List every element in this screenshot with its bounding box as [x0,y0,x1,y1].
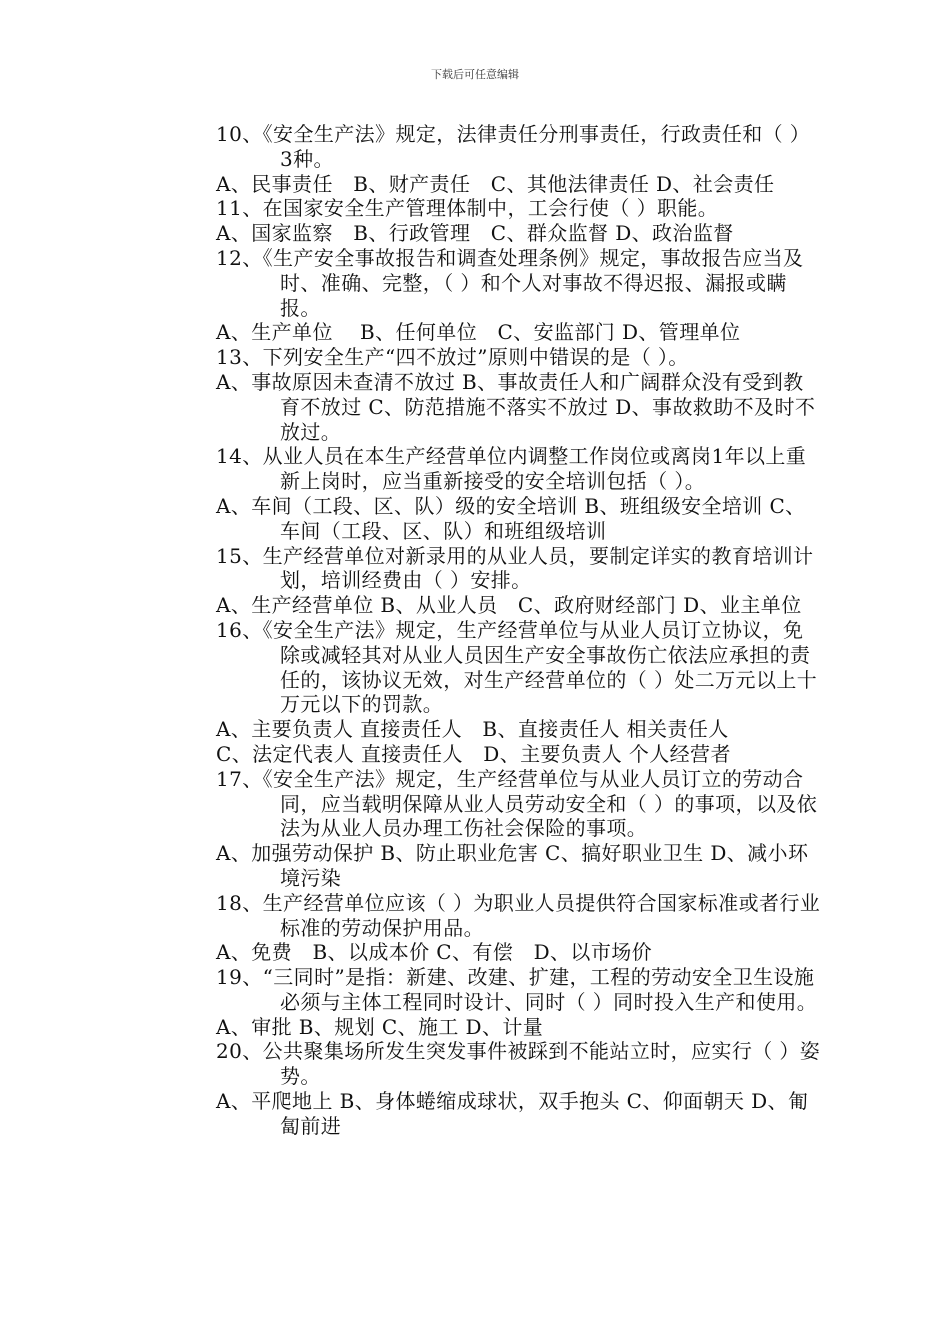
question-list [216,122,822,1139]
options-10: A、民事责任 B、财产责任 C、其他法律责任 D、社会责任 [216,171,775,196]
page-header: 下载后可任意编辑 [431,68,519,81]
options-20: A、平爬地上 B、身体蜷缩成球状，双手抱头 C、仰面朝天 D、匍匐前进 [216,1089,809,1138]
question-14: 14、从业人员在本生产经营单位内调整工作岗位或离岗1年以上重新上岗时，应当重新接受的安全培训包括（ ）。 [216,444,807,494]
options-16-cd: C、法定代表人 直接责任人 D、主要负责人 个人经营者 [216,741,731,766]
options-18: A、免费 B、以成本价 C、有偿 D、以市场价 [216,940,653,965]
question-19: 19、“三同时”是指：新建、改建、扩建，工程的劳动安全卫生设施必须与主体工程同时设计、同时（ ）同时投入生产和使用。 [216,965,818,1014]
question-18: 18、生产经营单位应该（ ）为职业人员提供符合国家标准或者行业标准的劳动保护用品。 [216,890,821,940]
question-12: 12、《生产安全事故报告和调查处理条例》规定，事故报告应当及时、准确、完整，（ ）和个人对事故不得迟报、漏报或瞒报。 [216,245,804,320]
options-14: A、车间（工段、区、队）级的安全培训 B、班组级安全培训 C、车间（工段、区、队）和班组级培训 [216,493,806,543]
question-11: 11、在国家安全生产管理体制中，工会行使（ ）职能。 [216,196,719,221]
question-13: 13、下列安全生产“四不放过”原则中错误的是（ ）。 [216,345,689,370]
question-16: 16、《安全生产法》规定，生产经营单位与从业人员订立协议，免除或减轻其对从业人员因生产安全事故伤亡依法应承担的责任的，该协议无效，对生产经营单位的（ ）处二万元以上十万元以下的罚款。 [216,617,818,717]
question-15: 15、生产经营单位对新录用的从业人员，要制定详实的教育培训计划，培训经费由（ ）安排。 [216,543,814,593]
question-17: 17、《安全生产法》规定，生产经营单位与从业人员订立的劳动合同，应当载明保障从业人员劳动安全和（ ）的事项，以及依法为从业人员办理工伤社会保险的事项。 [216,766,818,841]
options-16-ab: A、主要负责人 直接责任人 B、直接责任人 相关责任人 [216,717,729,742]
options-15: A、生产经营单位 B、从业人员 C、政府财经部门 D、业主单位 [216,593,802,618]
options-11: A、国家监察 B、行政管理 C、群众监督 D、政治监督 [216,221,734,246]
options-12: A、生产单位 B、任何单位 C、安监部门 D、管理单位 [216,320,741,345]
options-17: A、加强劳动保护 B、防止职业危害 C、搞好职业卫生 D、减小环境污染 [216,841,809,890]
options-13: A、事故原因未查清不放过 B、事故责任人和广阔群众没有受到教育不放过 C、防范措施不落实不放过 D、事故救助不及时不放过。 [216,369,816,444]
options-19: A、审批 B、规划 C、施工 D、计量 [216,1014,544,1039]
question-20: 20、公共聚集场所发生突发事件被踩到不能站立时，应实行（ ）姿势。 [216,1039,821,1089]
question-10: 10、《安全生产法》规定，法律责任分刑事责任，行政责任和（ ）3种。 [216,122,811,171]
